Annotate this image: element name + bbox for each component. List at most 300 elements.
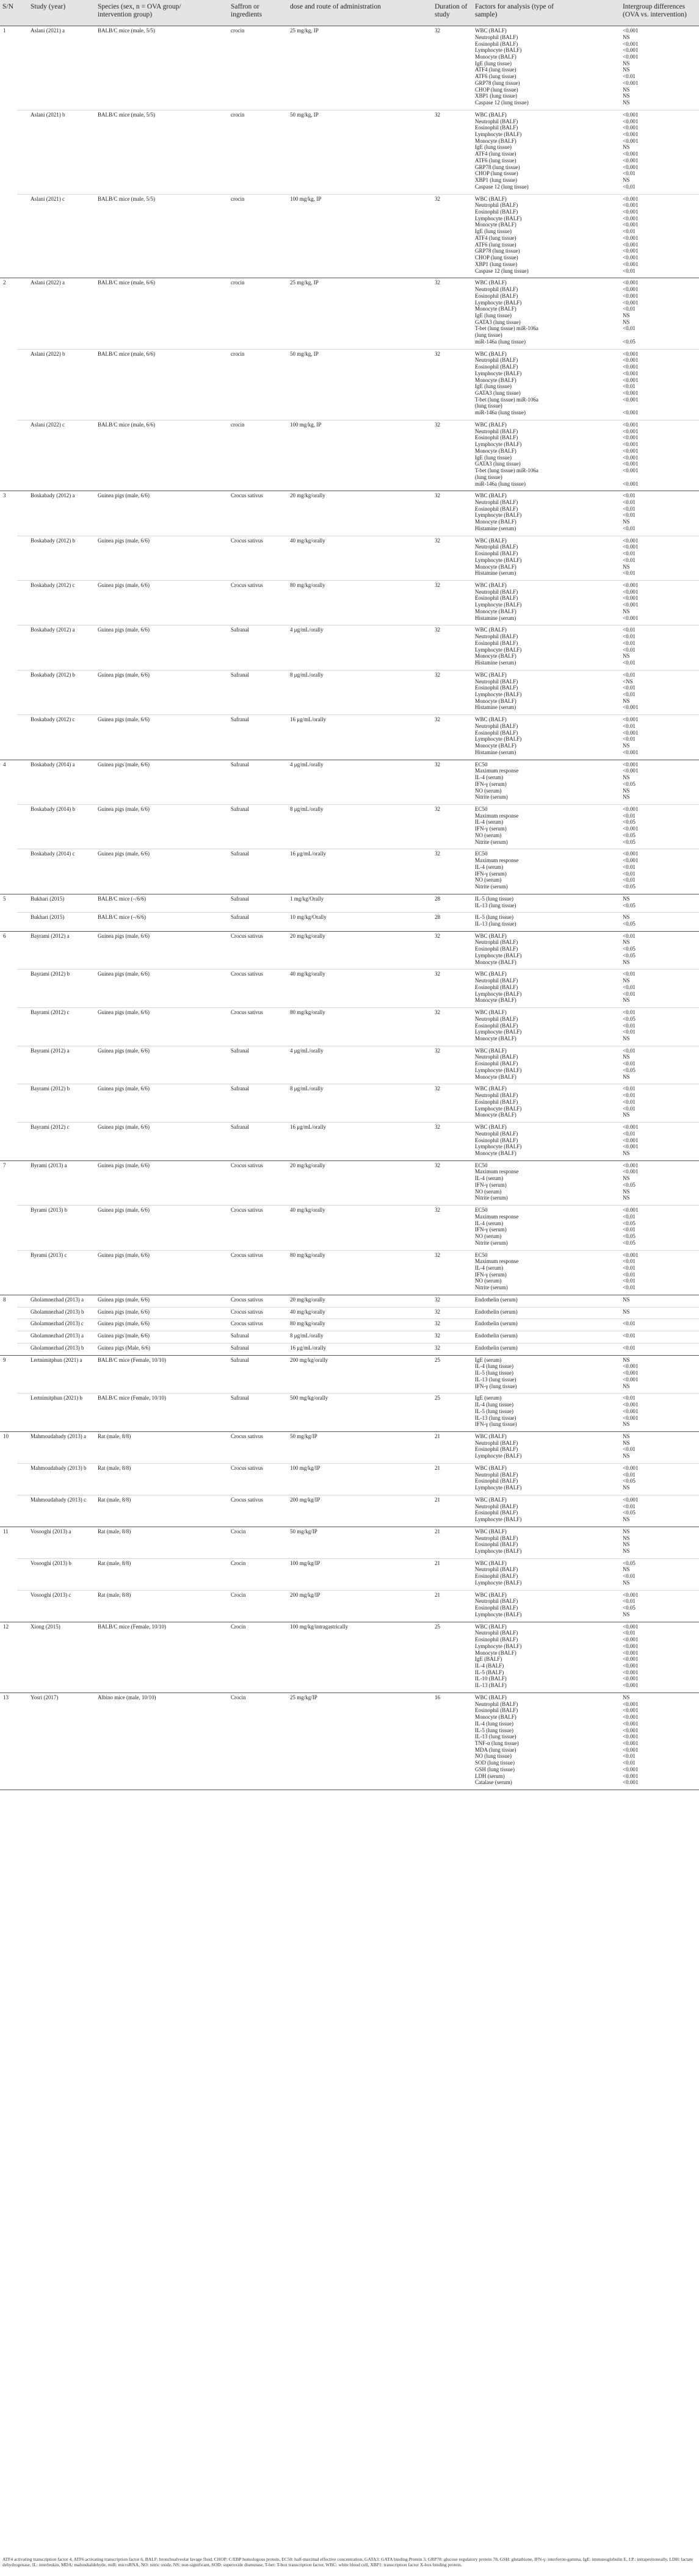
- p-value: <0.001: [623, 118, 639, 124]
- p-value: NS: [623, 794, 630, 801]
- factor-line: XBP1 (lung tissue): [475, 177, 518, 183]
- factor-line: WBC (BALF): [475, 1047, 507, 1054]
- row-dose: 50 mg/kg/IP: [290, 1528, 317, 1534]
- factor-line: CHOP (lung tissue): [475, 254, 518, 261]
- factor-line: Neutrophil (BALF): [475, 1566, 518, 1573]
- factor-line: NO (serum): [475, 877, 502, 883]
- p-value: <0.001: [623, 248, 639, 254]
- factor-line: WBC (BALF): [475, 195, 507, 202]
- p-value: <0.05: [623, 1181, 636, 1188]
- factor-line: Eosinophil (BALF): [475, 1478, 518, 1484]
- factor-line: ATF4 (lung tissue): [475, 67, 516, 73]
- p-value: <0.05: [623, 1560, 636, 1566]
- factor-line: Lymphocyte (BALF): [475, 512, 522, 519]
- factor-line: Lymphocyte (BALF): [475, 1611, 522, 1617]
- row-divider: [17, 1007, 699, 1008]
- row-duration: 32: [435, 851, 440, 857]
- p-value: <0.05: [623, 952, 636, 959]
- table-header: [0, 0, 699, 26]
- factor-line: miR-146a (lung tissue): [475, 480, 526, 487]
- row-duration: 32: [435, 421, 440, 428]
- row-study: Lertnimitphun (2021) a: [31, 1356, 82, 1363]
- factor-line: WBC (BALF): [475, 1623, 507, 1630]
- factor-line: NO (serum): [475, 1188, 502, 1195]
- p-value: <0.01: [623, 870, 636, 877]
- p-value: <0.001: [623, 1642, 639, 1649]
- p-value: <0.05: [623, 1239, 636, 1246]
- factor-line: IgE (serum): [475, 1356, 502, 1363]
- p-value: <0.001: [623, 215, 639, 221]
- p-value: NS: [623, 1534, 630, 1541]
- p-value: NS: [623, 1516, 630, 1522]
- factor-line: IFN-γ (serum): [475, 1226, 507, 1233]
- p-value: <0.01: [623, 1284, 636, 1291]
- factor-line: IL-4 (serum): [475, 863, 504, 870]
- row-duration: 21: [435, 1433, 440, 1439]
- row-species: Rat (male, 8/8): [98, 1528, 131, 1534]
- factor-line: Monocyte (BALF): [475, 1149, 516, 1156]
- row-divider: [0, 1160, 699, 1161]
- factor-line: WBC (BALF): [475, 1009, 507, 1015]
- p-value: <0.001: [623, 1740, 639, 1746]
- p-value: <0.001: [623, 157, 639, 164]
- p-value: <0.01: [623, 1085, 636, 1092]
- p-value: NS: [623, 312, 630, 318]
- p-value: <0.05: [623, 1478, 636, 1484]
- row-species: BALB/C mice (male, 5/5): [98, 111, 155, 118]
- p-value: NS: [623, 99, 630, 106]
- row-sn: 10: [3, 1433, 9, 1439]
- factor-line: EC50: [475, 1207, 488, 1214]
- factor-line: WBC (BALF): [475, 716, 507, 723]
- factor-line: Eosinophil (BALF): [475, 209, 518, 215]
- p-value: <0.001: [623, 221, 639, 228]
- row-divider: [0, 1431, 699, 1432]
- p-value: <0.001: [623, 588, 639, 595]
- p-value: <0.01: [623, 1503, 636, 1509]
- factor-line: ATF6 (lung tissue): [475, 73, 516, 80]
- factor-line: Neutrophil (BALF): [475, 1700, 518, 1707]
- p-value: <0.001: [623, 1727, 639, 1733]
- p-value: <0.001: [623, 390, 639, 396]
- p-value: <0.001: [623, 364, 639, 370]
- factor-line: NO (serum): [475, 1233, 502, 1239]
- p-value: NS: [623, 563, 630, 570]
- row-duration: 25: [435, 1356, 440, 1363]
- row-ingredient: Safranal: [231, 1047, 249, 1054]
- row-divider: [17, 969, 699, 970]
- row-species: BALB/C mice (–/6/6): [98, 914, 146, 921]
- p-value: <0.001: [623, 704, 639, 711]
- factor-line: Eosinophil (BALF): [475, 1446, 518, 1453]
- factor-line: WBC (BALF): [475, 627, 507, 633]
- p-value: <0.01: [623, 1092, 636, 1099]
- factor-line: IL-13 (lung tissue): [475, 921, 516, 927]
- p-value: NS: [623, 1566, 630, 1573]
- factor-line: Monocyte (BALF): [475, 563, 516, 570]
- factor-line: Monocyte (BALF): [475, 137, 516, 144]
- factor-line: (lung tissue): [475, 403, 502, 409]
- p-value: <0.001: [623, 461, 639, 467]
- row-ingredient: Crocin: [231, 1694, 246, 1700]
- row-species: Albino mice (male, 10/10): [98, 1694, 156, 1700]
- factor-line: T-bet (lung tissue) miR-106a: [475, 467, 538, 473]
- row-divider: [0, 931, 699, 932]
- factor-line: Lymphocyte (BALF): [475, 370, 522, 376]
- p-value: NS: [623, 1356, 630, 1363]
- row-species: Guinea pigs (male, 6/6): [98, 1207, 150, 1214]
- p-value: <0.01: [623, 971, 636, 977]
- row-divider: [17, 1343, 699, 1344]
- row-ingredient: Safranal: [231, 761, 249, 768]
- row-sn: 3: [3, 492, 6, 499]
- p-value: <0.001: [623, 428, 639, 434]
- row-duration: 21: [435, 1591, 440, 1598]
- row-species: Guinea pigs (male, 6/6): [98, 627, 150, 633]
- p-value: NS: [623, 1188, 630, 1195]
- p-value: <0.001: [623, 1733, 639, 1740]
- row-dose: 16 μg/mL/orally: [290, 1344, 327, 1351]
- p-value: NS: [623, 93, 630, 99]
- header-sn: S/N: [2, 3, 13, 10]
- p-value: <0.001: [623, 1408, 639, 1414]
- row-species: BALB/C mice (Female, 10/10): [98, 1623, 166, 1630]
- p-value: <0.001: [623, 1370, 639, 1376]
- p-value: <0.001: [623, 1746, 639, 1753]
- row-dose: 20 mg/kg/orally: [290, 1296, 325, 1303]
- row-sn: 6: [3, 932, 6, 939]
- p-value: <0.01: [623, 990, 636, 997]
- p-value: <0.001: [623, 1124, 639, 1130]
- row-species: Guinea pigs (male, 6/6): [98, 1251, 150, 1258]
- factor-line: TNF-α (lung tissue): [475, 1740, 519, 1746]
- p-value: <0.05: [623, 1067, 636, 1073]
- factor-line: Monocyte (BALF): [475, 1649, 516, 1656]
- factor-line: Eosinophil (BALF): [475, 1605, 518, 1611]
- row-duration: 21: [435, 1560, 440, 1566]
- p-value: <0.001: [623, 749, 639, 755]
- row-divider: [17, 1558, 699, 1559]
- row-species: BALB/C mice (male, 5/5): [98, 27, 155, 34]
- factor-line: Nitrite (serum): [475, 838, 508, 845]
- row-dose: 40 mg/kg/orally: [290, 1308, 325, 1315]
- row-ingredient: Safranal: [231, 1356, 249, 1363]
- p-value: <0.01: [623, 570, 636, 577]
- factor-line: Maximum response: [475, 768, 519, 774]
- row-study: Boskabady (2014) a: [31, 761, 75, 768]
- row-species: Guinea pigs (male, 6/6): [98, 1333, 150, 1339]
- factor-line: CHOP (lung tissue): [475, 170, 518, 177]
- p-value: NS: [623, 1433, 630, 1439]
- row-ingredient: Safranal: [231, 1344, 249, 1351]
- factor-line: IL-13 (BALF): [475, 1682, 507, 1689]
- factor-line: Neutrophil (BALF): [475, 678, 518, 685]
- p-value: <0.001: [623, 1720, 639, 1727]
- row-species: Guinea pigs (male, 6/6): [98, 761, 150, 768]
- p-value: <0.001: [623, 544, 639, 550]
- row-species: Guinea pigs (Male, 6/6): [98, 1344, 150, 1351]
- p-value: <0.001: [623, 716, 639, 723]
- factor-line: GATA3 (lung tissue): [475, 318, 521, 325]
- p-value: <0.001: [623, 454, 639, 461]
- row-duration: 32: [435, 716, 440, 723]
- row-sn: 13: [3, 1694, 9, 1700]
- factor-line: Nitrite (serum): [475, 794, 508, 801]
- factor-line: T-bet (lung tissue) miR-106a: [475, 396, 538, 403]
- row-dose: 8 μg/mL/orally: [290, 806, 324, 812]
- factor-line: IgE (lung tissue): [475, 454, 512, 461]
- factor-line: Monocyte (BALF): [475, 959, 516, 965]
- row-sn: 8: [3, 1296, 6, 1303]
- p-value: NS: [623, 939, 630, 946]
- p-value: <0.01: [623, 627, 636, 633]
- p-value: <0.01: [623, 505, 636, 512]
- factor-line: Neutrophil (BALF): [475, 1054, 518, 1060]
- row-study: Gholamnezhad (2013) a: [31, 1333, 84, 1339]
- factor-line: IL-4 (serum): [475, 1175, 504, 1182]
- p-value: <0.001: [623, 241, 639, 248]
- row-divider: [17, 580, 699, 581]
- p-value: NS: [623, 1112, 630, 1118]
- p-value: <0.001: [623, 761, 639, 768]
- factor-line: IL-13 (lung tissue): [475, 902, 516, 908]
- row-species: Guinea pigs (male, 6/6): [98, 716, 150, 723]
- row-ingredient: crocin: [231, 195, 245, 202]
- row-duration: 32: [435, 27, 440, 34]
- p-value: <0.01: [623, 671, 636, 678]
- factor-line: IFN-γ (lung tissue): [475, 1383, 517, 1389]
- p-value: <0.01: [623, 863, 636, 870]
- row-study: Lertnimitphun (2021) b: [31, 1395, 82, 1401]
- factor-line: IL-4 (lung tissue): [475, 1401, 513, 1408]
- p-value: <0.01: [623, 498, 636, 505]
- row-dose: 8 μg/mL/orally: [290, 1085, 324, 1092]
- factor-line: Maximum response: [475, 1213, 519, 1220]
- p-value: <0.001: [623, 47, 639, 54]
- row-species: Rat (male, 8/8): [98, 1591, 131, 1598]
- factor-line: IL-4 (serum): [475, 819, 504, 826]
- p-value: NS: [623, 67, 630, 73]
- row-ingredient: Crocus sativus: [231, 1251, 263, 1258]
- p-value: <0.001: [623, 53, 639, 60]
- factor-line: WBC (BALF): [475, 350, 507, 357]
- factor-line: Monocyte (BALF): [475, 1112, 516, 1118]
- p-value: <0.001: [623, 1662, 639, 1669]
- row-sn: 7: [3, 1162, 6, 1168]
- p-value: <0.001: [623, 111, 639, 118]
- row-dose: 500 mg/kg/orally: [290, 1395, 328, 1401]
- factor-line: ATF6 (lung tissue): [475, 157, 516, 164]
- row-duration: 32: [435, 1009, 440, 1015]
- row-species: Rat (male, 8/8): [98, 1433, 131, 1439]
- factor-line: XBP1 (lung tissue): [475, 261, 518, 267]
- factor-line: Caspase 12 (lung tissue): [475, 183, 529, 190]
- row-study: Bayrami (2012) b: [31, 971, 70, 977]
- factor-line: SOD (lung tissue): [475, 1760, 515, 1766]
- row-dose: 40 mg/kg/orally: [290, 971, 325, 977]
- p-value: NS: [623, 914, 630, 921]
- row-duration: 32: [435, 971, 440, 977]
- factor-line: Monocyte (BALF): [475, 743, 516, 749]
- factor-line: Lymphocyte (BALF): [475, 556, 522, 563]
- row-duration: 32: [435, 1085, 440, 1092]
- p-value: <0.001: [623, 254, 639, 261]
- factor-line: Endothelin (serum): [475, 1344, 518, 1351]
- factor-line: IL-13 (lung tissue): [475, 1733, 516, 1740]
- factor-line: (lung tissue): [475, 473, 502, 480]
- p-value: <0.05: [623, 883, 636, 890]
- row-dose: 20 mg/kg/orally: [290, 492, 325, 499]
- factor-line: Neutrophil (BALF): [475, 1015, 518, 1022]
- p-value: <0.001: [623, 480, 639, 487]
- p-value: <0.01: [623, 512, 636, 519]
- row-ingredient: Crocin: [231, 1591, 246, 1598]
- p-value: <0.001: [623, 1414, 639, 1421]
- p-value: <NS: [623, 678, 633, 685]
- factor-line: Neutrophil (BALF): [475, 118, 518, 124]
- row-ingredient: Crocus sativus: [231, 932, 263, 939]
- p-value: <0.001: [623, 595, 639, 602]
- p-value: <0.01: [623, 812, 636, 819]
- p-value: <0.001: [623, 279, 639, 286]
- p-value: <0.001: [623, 467, 639, 473]
- p-value: <0.05: [623, 1015, 636, 1022]
- factor-line: miR-146a (lung tissue): [475, 338, 526, 345]
- factor-line: IgE (lung tissue): [475, 383, 512, 390]
- factor-line: Neutrophil (BALF): [475, 1439, 518, 1446]
- p-value: <0.01: [623, 984, 636, 990]
- row-divider: [17, 1250, 699, 1251]
- p-value: <0.001: [623, 851, 639, 857]
- factor-line: IL-13 (lung tissue): [475, 1376, 516, 1383]
- row-species: BALB/C mice (–/6/6): [98, 895, 146, 902]
- row-ingredient: Crocin: [231, 1623, 246, 1630]
- row-ingredient: Crocus sativus: [231, 1296, 263, 1303]
- factor-line: Caspase 12 (lung tissue): [475, 99, 529, 106]
- row-ingredient: Safranal: [231, 851, 249, 857]
- row-duration: 32: [435, 627, 440, 633]
- row-species: Guinea pigs (male, 6/6): [98, 1047, 150, 1054]
- p-value: <0.001: [623, 447, 639, 454]
- row-ingredient: Crocus sativus: [231, 1308, 263, 1315]
- factor-line: Neutrophil (BALF): [475, 357, 518, 364]
- factor-line: GSH (lung tissue): [475, 1766, 515, 1772]
- p-value: NS: [623, 1296, 630, 1303]
- p-value: <0.01: [623, 1098, 636, 1105]
- row-species: BALB/C mice (male, 6/6): [98, 421, 155, 428]
- factor-line: Lymphocyte (BALF): [475, 952, 522, 959]
- row-ingredient: Crocin: [231, 1560, 246, 1566]
- factor-line: GRP78 (lung tissue): [475, 164, 520, 170]
- row-ingredient: Crocus sativus: [231, 1009, 263, 1015]
- p-value: NS: [623, 1548, 630, 1554]
- factor-line: IgE (lung tissue): [475, 228, 512, 235]
- factor-line: Monocyte (BALF): [475, 653, 516, 660]
- factor-line: NO (lung tissue): [475, 1753, 512, 1760]
- p-value: NS: [623, 1054, 630, 1060]
- p-value: <0.01: [623, 722, 636, 729]
- p-value: <0.05: [623, 838, 636, 845]
- p-value: NS: [623, 1175, 630, 1182]
- row-duration: 28: [435, 914, 440, 921]
- factor-line: Neutrophil (BALF): [475, 588, 518, 595]
- row-dose: 80 mg/kg/orally: [290, 1320, 325, 1327]
- row-divider: [17, 804, 699, 805]
- row-dose: 80 mg/kg/orally: [290, 1009, 325, 1015]
- factor-line: XBP1 (lung tissue): [475, 93, 518, 99]
- factor-line: CHOP (lung tissue): [475, 86, 518, 93]
- row-dose: 25 mg/kg, IP: [290, 279, 319, 286]
- p-value: <0.001: [623, 164, 639, 170]
- p-value: <0.01: [623, 492, 636, 499]
- p-value: <0.01: [623, 1130, 636, 1137]
- p-value: <0.05: [623, 1509, 636, 1516]
- p-value: <0.001: [623, 1636, 639, 1642]
- factor-line: Neutrophil (BALF): [475, 1503, 518, 1509]
- row-dose: 40 mg/kg/orally: [290, 537, 325, 544]
- factor-line: Monocyte (BALF): [475, 519, 516, 525]
- row-dose: 100 mg/kg/IP: [290, 1560, 321, 1566]
- p-value: <0.001: [623, 137, 639, 144]
- factor-line: WBC (BALF): [475, 27, 507, 34]
- factor-line: IL-5 (lung tissue): [475, 895, 513, 902]
- p-value: NS: [623, 1528, 630, 1534]
- p-value: <0.01: [623, 550, 636, 557]
- row-species: BALB/C mice (Female, 10/10): [98, 1356, 166, 1363]
- row-study: Aslani (2022) b: [31, 350, 65, 357]
- p-value: <0.001: [623, 79, 639, 86]
- row-species: BALB/C mice (male, 6/6): [98, 279, 155, 286]
- factor-line: Neutrophil (BALF): [475, 498, 518, 505]
- p-value: <0.001: [623, 1682, 639, 1689]
- factor-line: Monocyte (BALF): [475, 697, 516, 704]
- row-species: Guinea pigs (male, 6/6): [98, 932, 150, 939]
- p-value: <0.001: [623, 1766, 639, 1772]
- factor-line: EC50: [475, 761, 488, 768]
- factor-line: Neutrophil (BALF): [475, 286, 518, 292]
- factor-line: Eosinophil (BALF): [475, 505, 518, 512]
- factor-line: Monocyte (BALF): [475, 221, 516, 228]
- row-species: Guinea pigs (male, 6/6): [98, 492, 150, 499]
- row-study: Aslani (2021) b: [31, 111, 65, 118]
- row-study: Bayrami (2012) c: [31, 1009, 70, 1015]
- factor-line: Histamine (serum): [475, 704, 516, 711]
- p-value: <0.01: [623, 1753, 636, 1760]
- factor-line: Lymphocyte (BALF): [475, 1484, 522, 1491]
- row-study: Vosooghi (2013) c: [31, 1591, 71, 1598]
- factor-line: Neutrophil (BALF): [475, 722, 518, 729]
- row-species: Guinea pigs (male, 6/6): [98, 1124, 150, 1130]
- factor-line: IgE (lung tissue): [475, 312, 512, 318]
- factor-line: Monocyte (BALF): [475, 53, 516, 60]
- row-sn: 2: [3, 279, 6, 286]
- row-sn: 11: [3, 1528, 9, 1534]
- row-dose: 8 μg/mL/orally: [290, 671, 324, 678]
- row-ingredient: Safranal: [231, 1395, 249, 1401]
- factor-line: Lymphocyte (BALF): [475, 215, 522, 221]
- factor-line: Nitrite (serum): [475, 1239, 508, 1246]
- p-value: <0.001: [623, 602, 639, 608]
- factor-line: WBC (BALF): [475, 1464, 507, 1471]
- p-value: <0.01: [623, 228, 636, 235]
- header-ingredient: Saffron or ingredients: [231, 3, 263, 18]
- p-value: NS: [623, 1195, 630, 1201]
- p-value: <0.01: [623, 1264, 636, 1271]
- factor-line: Eosinophil (BALF): [475, 124, 518, 131]
- p-value: <0.05: [623, 946, 636, 952]
- factor-line: WBC (BALF): [475, 279, 507, 286]
- factor-line: WBC (BALF): [475, 582, 507, 588]
